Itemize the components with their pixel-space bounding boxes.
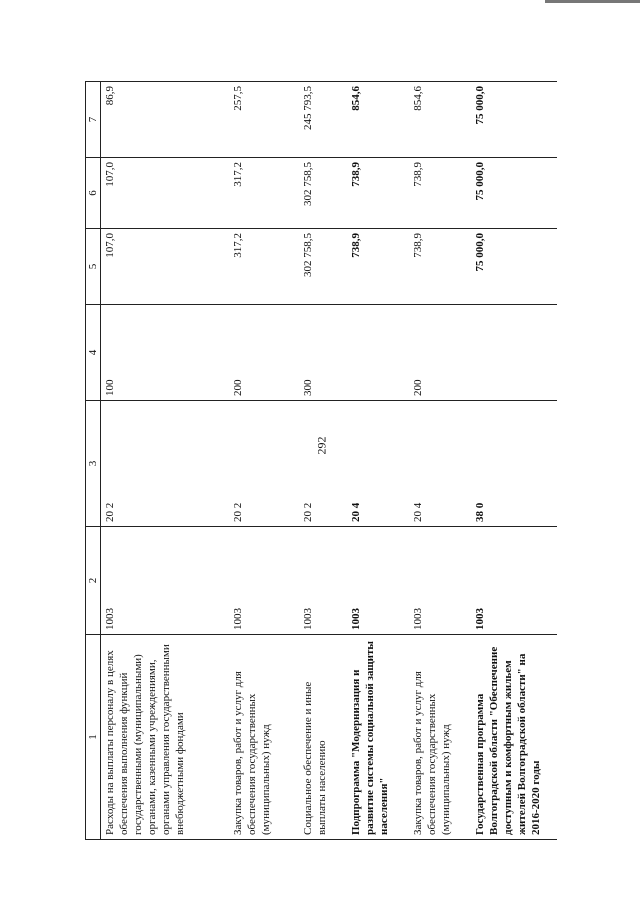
target-code: 20 4 [347,401,409,527]
amount-col6: 302 758,5 [299,158,347,229]
target-code: 20 2 [299,401,347,527]
expense-type-code: 300 [299,305,347,401]
amount-col5: 75 000,0 [471,229,557,305]
column-header: 5 [86,229,101,305]
column-header: 1 [86,635,101,840]
amount-col7: 257,5 [229,82,299,158]
amount-col7: 86,9 [101,82,229,158]
target-code: 38 0 [471,401,557,527]
amount-col6: 738,9 [347,158,409,229]
amount-col7: 245 793,5 [299,82,347,158]
budget-table [85,81,557,840]
section-code: 1003 [101,527,229,635]
amount-col6: 738,9 [409,158,471,229]
row-name: Закупка товаров, работ и услуг для обеспечения государственных (муниципальных) нужд [229,635,299,840]
header-row [86,82,101,840]
amount-col6: 317,2 [229,158,299,229]
table-row [229,82,299,840]
column-header: 7 [86,82,101,158]
expense-type-code: 200 [229,305,299,401]
amount-col6: 107,0 [101,158,229,229]
row-name: Подпрограмма "Модернизация и развитие системы социальной защиты населения" [347,635,409,840]
scan-edge-mark [545,0,640,3]
target-code: 20 2 [101,401,229,527]
row-name: Расходы на выплаты персоналу в целях обеспечения выполнения функций государственными (муниципальными) органами, казенными учреждениями, органами управления государственными внебюджетными фондами [101,635,229,840]
expense-type-code: 200 [409,305,471,401]
section-code: 1003 [409,527,471,635]
row-name: Государственная программа Волгоградской области "Обеспечение доступным и комфортным жильем жителей Волгоградской области" на 2016-2020 годы [471,635,557,840]
amount-col7: 75 000,0 [471,82,557,158]
column-header: 4 [86,305,101,401]
section-code: 1003 [347,527,409,635]
amount-col5: 317,2 [229,229,299,305]
amount-col5: 738,9 [347,229,409,305]
section-code: 1003 [471,527,557,635]
table-row [299,82,347,840]
row-name: Закупка товаров, работ и услуг для обеспечения государственных (муниципальных) нужд [409,635,471,840]
amount-col5: 107,0 [101,229,229,305]
amount-col5: 302 758,5 [299,229,347,305]
table-row [347,82,409,840]
column-header: 2 [86,527,101,635]
target-code: 20 4 [409,401,471,527]
expense-type-code: 100 [101,305,229,401]
expense-type-code [347,305,409,401]
amount-col6: 75 000,0 [471,158,557,229]
amount-col5: 738,9 [409,229,471,305]
row-name: Социальное обеспечение и иные выплаты населению [299,635,347,840]
table-row [471,82,557,840]
expense-type-code [471,305,557,401]
column-header: 3 [86,401,101,527]
column-header: 6 [86,158,101,229]
section-code: 1003 [299,527,347,635]
amount-col7: 854,6 [347,82,409,158]
page-number: 292 [314,436,329,455]
table-row [409,82,471,840]
table-row [101,82,229,840]
section-code: 1003 [229,527,299,635]
amount-col7: 854,6 [409,82,471,158]
target-code: 20 2 [229,401,299,527]
